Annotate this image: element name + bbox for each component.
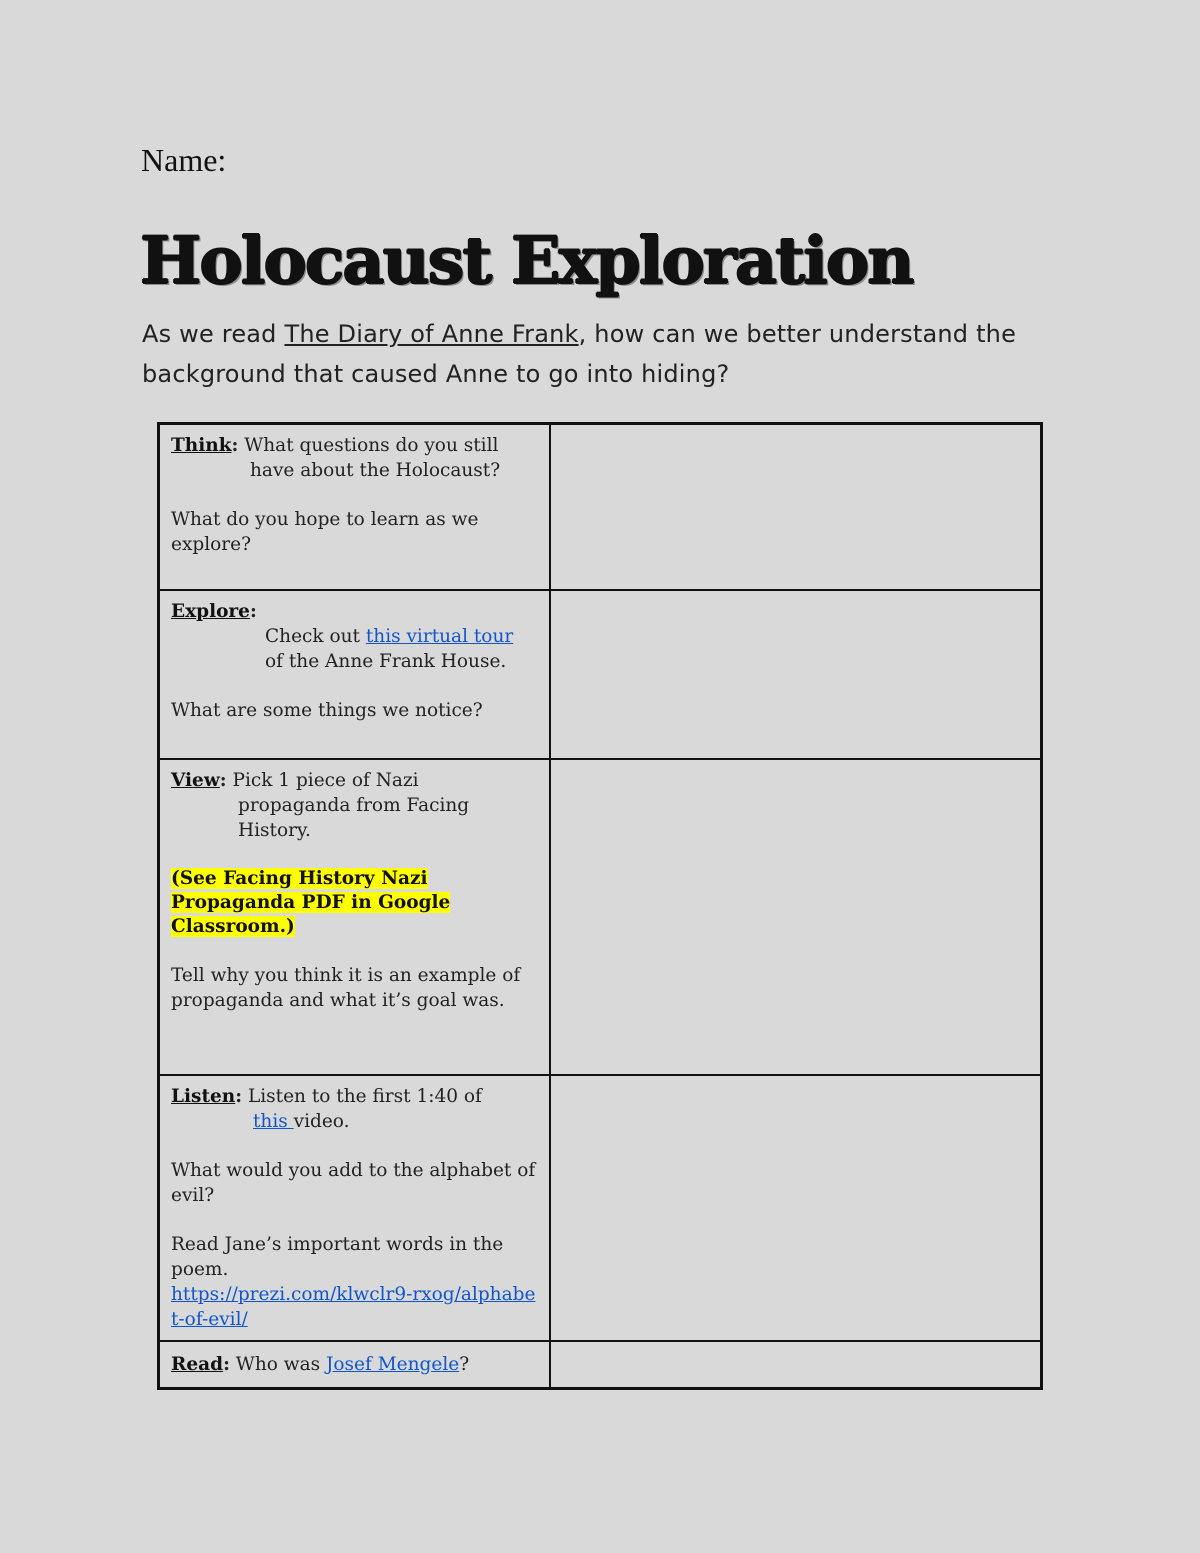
video-link[interactable]: this bbox=[253, 1110, 294, 1132]
listen-text-1a: Listen to the first 1:40 of bbox=[242, 1085, 482, 1107]
read-text-post: ? bbox=[459, 1354, 470, 1376]
think-answer-cell[interactable] bbox=[550, 424, 1042, 591]
think-question-1a: What questions do you still bbox=[238, 435, 499, 456]
view-answer-cell[interactable] bbox=[550, 759, 1042, 1075]
think-prompt-cell: Think: What questions do you still have about the Holocaust? What do you hope to learn as we explore? bbox=[159, 424, 551, 591]
table-row-listen bbox=[159, 1075, 1042, 1342]
table-row-think bbox=[159, 424, 1042, 591]
view-highlight-note: (See Facing History Nazi Propaganda PDF in Google Classroom.) bbox=[171, 867, 451, 937]
explore-question: What are some things we notice? bbox=[171, 700, 483, 722]
read-label: Read bbox=[171, 1354, 224, 1376]
read-prompt-cell: Read: Who was Josef Mengele? bbox=[159, 1341, 551, 1388]
explore-text-post: of the Anne Frank House. bbox=[265, 651, 507, 673]
listen-text-post: video. bbox=[293, 1110, 350, 1132]
table-row-view bbox=[159, 759, 1042, 1075]
table-row-explore bbox=[159, 590, 1042, 759]
listen-poem-text: Read Jane’s important words in the poem. bbox=[171, 1233, 504, 1280]
explore-prompt-cell: Explore: Check out this virtual tour of the Anne Frank House. What are some things we notice? bbox=[159, 590, 551, 759]
intro-text-before: As we read bbox=[142, 320, 285, 348]
view-text-1a: Pick 1 piece of Nazi bbox=[226, 769, 419, 791]
view-label: View bbox=[171, 769, 220, 791]
listen-label: Listen bbox=[171, 1085, 236, 1107]
explore-text-pre: Check out bbox=[265, 626, 366, 648]
view-text-1b: propaganda from Facing History. bbox=[238, 794, 470, 841]
prezi-link[interactable]: https://prezi.com/klwclr9-rxog/alphabet-of-evil/ bbox=[171, 1283, 536, 1330]
think-label: Think bbox=[171, 435, 232, 456]
explore-answer-cell[interactable] bbox=[550, 590, 1042, 759]
explore-label: Explore bbox=[171, 601, 250, 623]
think-question-1b: have about the Holocaust? bbox=[250, 460, 501, 481]
table-row-read bbox=[159, 1341, 1042, 1388]
exploration-table bbox=[157, 422, 1043, 1390]
listen-answer-cell[interactable] bbox=[550, 1075, 1042, 1342]
intro-paragraph bbox=[142, 314, 1072, 394]
intro-text-after: , how can we better understand the background that caused Anne to go into hiding? bbox=[142, 320, 1017, 388]
josef-mengele-link[interactable]: Josef Mengele bbox=[326, 1354, 460, 1376]
read-text-pre: Who was bbox=[229, 1354, 326, 1376]
listen-prompt-cell: Listen: Listen to the first 1:40 of this video. What would you add to the alphabet of evil? Read Jane’s important words in the poem. https://prezi.com/klwclr9-rxog/alphabet-of-evil/ bbox=[159, 1075, 551, 1342]
think-question-2: What do you hope to learn as we explore? bbox=[171, 509, 479, 555]
view-prompt-cell: View: Pick 1 piece of Nazi propaganda from Facing History. (See Facing History Nazi Propaganda PDF in Google Classroom.) Tell why you think it is an example of propaganda and what it’s goal was. bbox=[159, 759, 551, 1075]
page-title: Holocaust Exploration bbox=[140, 223, 913, 299]
view-question: Tell why you think it is an example of propaganda and what it’s goal was. bbox=[171, 964, 521, 1011]
listen-question: What would you add to the alphabet of evil? bbox=[171, 1159, 536, 1206]
read-answer-cell[interactable] bbox=[550, 1341, 1042, 1388]
book-title: The Diary of Anne Frank bbox=[284, 320, 579, 348]
virtual-tour-link[interactable]: this virtual tour bbox=[365, 626, 514, 648]
name-label: Name: bbox=[141, 142, 227, 178]
